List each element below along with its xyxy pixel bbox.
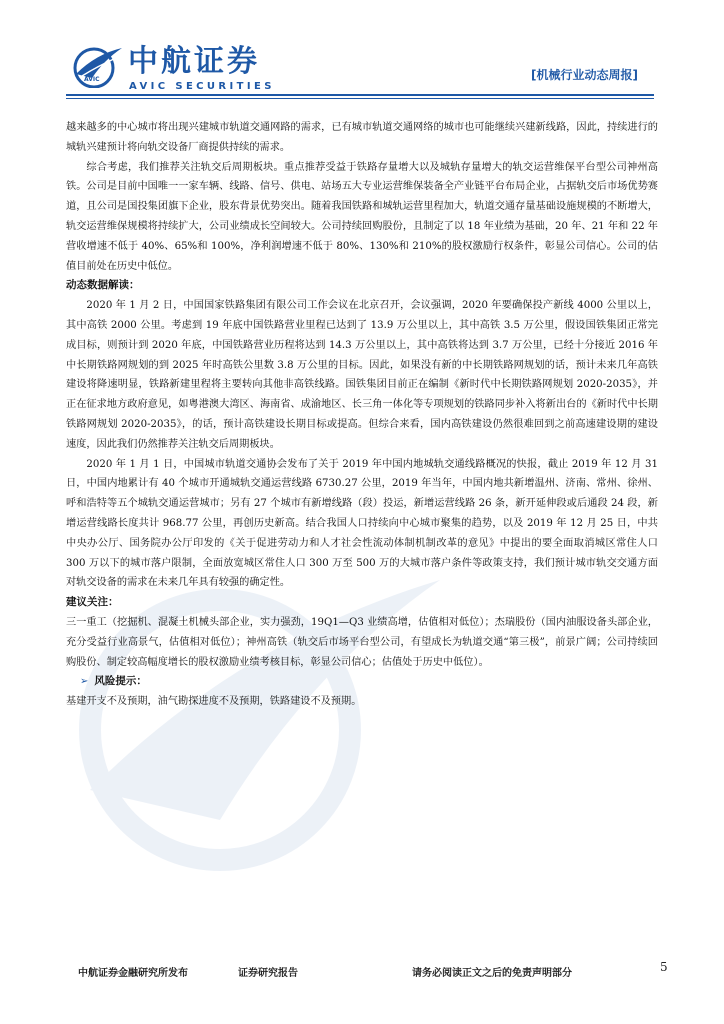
page-number: 5	[660, 960, 668, 974]
page-header	[0, 0, 724, 100]
heading-suggestions: 建议关注：	[66, 596, 119, 609]
header-divider-thin	[66, 98, 654, 99]
paragraph-suggestions: 三一重工（挖掘机、混凝土机械头部企业，实力强劲，19Q1—Q3 业绩高增，估值相对低位）；杰瑞股份（国内油服设备头部企业，充分受益行业高景气，估值相对低位）；神州高铁（轨交后市场平台型公司，有望成长为轨道交通“第三极”，前景广阔；公司持续回购股份、制定较高幅度增长的股权激励业绩考核目标，彰显公司信心；估值处于历史中低位）。	[66, 616, 658, 668]
logo-badge-text: AVIC	[84, 76, 100, 83]
footer-doc-type: 证券研究报告	[238, 968, 298, 979]
paragraph-metro-data: 2020 年 1 月 1 日，中国城市轨道交通协会发布了关于 2019 年中国内地城轨交通线路概况的快报，截止 2019 年 12 月 31 日，中国内地累计有 40 个城市开通城轨交通运营线路 6730.27 公里，2019 年当年，中国内地共新增温州、济南、常州、徐州、呼和浩特等五个城轨交通运营城市；另有 27 个城市有新增线路（段）投运，新增运营线路 26 条，新开延伸段或后通段 24 段，新增运营线路长度共计 968.77 公里，再创历史新高。结合我国人口持续向中心城市聚集的趋势，以及 2019 年 12 月 25 日，中共中央办公厅、国务院办公厅印发的《关于促进劳动力和人才社会性流动体制机制改革的意见》中提出的要全面取消城区常住人口 300 万以下的城市落户限制，全面放宽城区常住人口 300 万至 500 万的大城市落户条件等政策支持，我们预计城市轨交交通方面对轨交设备的需求在未来几年具有较强的确定性。	[66, 458, 658, 589]
brand-name-en: AVIC SECURITIES	[129, 81, 275, 92]
footer-institute: 中航证券金融研究所发布	[78, 968, 188, 979]
paragraph-railway-data: 2020 年 1 月 2 日，中国国家铁路集团有限公司工作会议在北京召开，会议强调，2020 年要确保投产新线 4000 公里以上，其中高铁 2000 公里。考虑到 19 年底中国铁路营业里程已达到了 13.9 万公里以上，其中高铁 3.5 万公里，假设国铁集团正常完成目标，则预计到 2020 年底，中国铁路营业历程将达到 14.3 万公里以上，其中高铁将达到 3.7 万公里，已经十分接近 2016 年中长期铁路网规划的到 2025 年时高铁公里数 3.8 万公里的目标。因此，如果没有新的中长期铁路网规划的话，预计未来几年高铁建设将降速明显，铁路新建里程将主要转向其他非高铁线路。国铁集团目前正在编制《新时代中长期铁路网规划 2020-2035》，并正在征求地方政府意见，如粤港澳大湾区、海南省、成渝地区、长三角一体化等专项规划的铁路同步补入将新出台的《新时代中长期铁路网规划 2020-2035》，的话，预计高铁建设长期目标或提高。但综合来看，国内高铁建设仍然很难回到之前高速建设期的建设速度，因此我们仍然推荐关注轨交后周期板块。	[66, 300, 658, 450]
paragraph-demand: 越来越多的中心城市将出现兴建城市轨道交通网路的需求，已有城市轨道交通网络的城市也可能继续兴建新线路，因此，持续进行的城轨兴建预计将向轨交设备厂商提供持续的需求。	[66, 122, 658, 153]
page-footer	[0, 958, 724, 982]
report-body	[66, 118, 658, 712]
report-type-label: [机械行业动态周报]	[531, 68, 638, 82]
heading-dynamic-data: 动态数据解读：	[66, 279, 140, 292]
arrow-bullet-icon: ➢	[80, 676, 89, 688]
paragraph-summary: 综合考虑，我们推荐关注轨交后周期板块。重点推荐受益于铁路存量增大以及城轨存量增大的轨交运营维保平台型公司神州高铁。公司是目前中国唯一一家车辆、线路、信号、供电、站场五大专业运营维保装备全产业链平台布局企业，占据轨交后市场优势赛道，且公司是国投集团旗下企业，股东背景优势突出。随着我国铁路和城轨运营里程加大，轨道交通存量基础设施规模的不断增大，轨交运营维保规模将持续扩大，公司业绩成长空间较大。公司持续回购股份，且制定了以 18 年业绩为基础，20 年、21 年和 22 年营收增速不低于 40%、65%和 100%，净利润增速不低于 80%、130%和 210%的股权激励行权条件，彰显公司信心。公司的估值目前处在历史中低位。	[66, 161, 658, 272]
heading-risk: 风险提示：	[94, 675, 147, 688]
header-divider	[66, 94, 654, 96]
risk-heading-row	[66, 672, 658, 692]
paragraph-risk: 基建开支不及预期，油气勘探进度不及预期，铁路建设不及预期。	[66, 696, 362, 708]
brand-name-cn: 中航证券	[128, 44, 260, 79]
footer-disclaimer: 请务必阅读正文之后的免责声明部分	[412, 968, 572, 979]
avic-logo-icon	[70, 44, 124, 88]
